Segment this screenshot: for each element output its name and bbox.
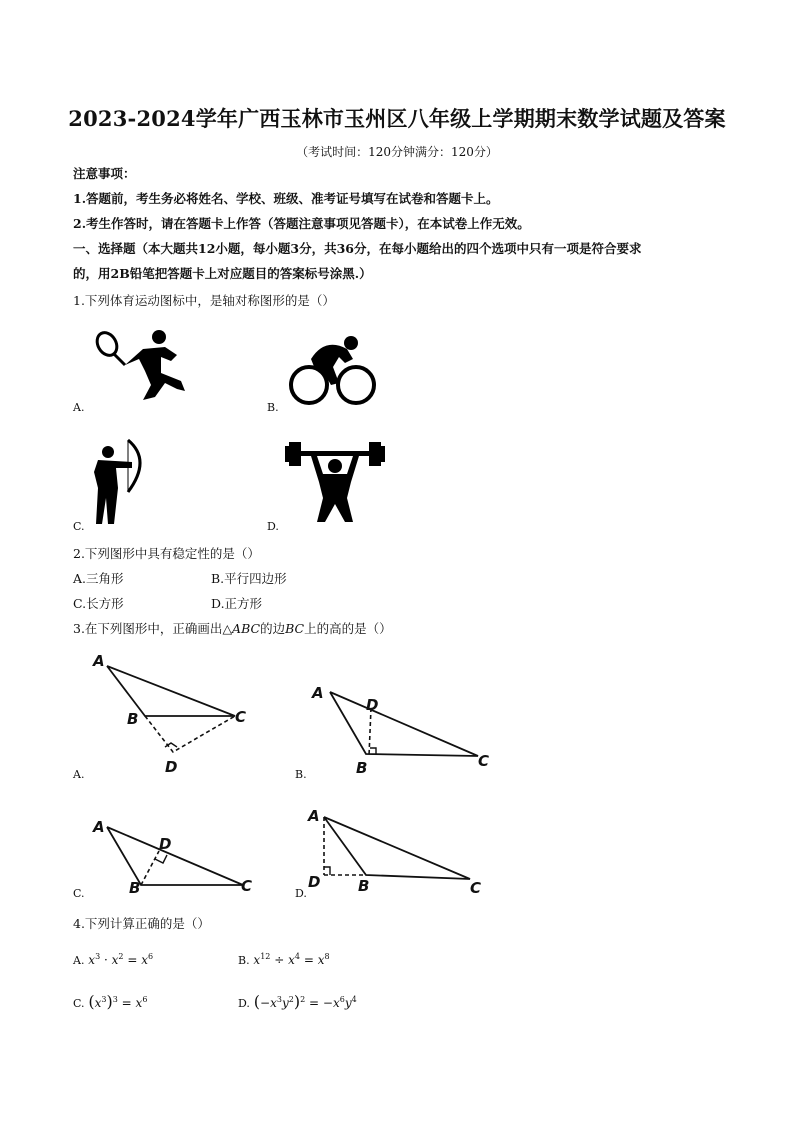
- q3c-point-c: C: [241, 877, 253, 895]
- q3a-point-a: A: [93, 652, 105, 670]
- notice-item-1: 1.答题前，考生务必将姓名、学校、班级、准考证号填写在试卷和答题卡上。: [73, 191, 499, 206]
- section-header-line2: 的，用2B铅笔把答题卡上对应题目的答案标号涂黑.）: [73, 266, 372, 281]
- q3b-point-a: A: [312, 684, 324, 702]
- q3d-point-d: D: [308, 873, 321, 891]
- q3a-point-d: D: [165, 758, 178, 776]
- q3-figure-a: [85, 648, 255, 778]
- tennis-icon: [95, 325, 190, 405]
- q3c-point-b: B: [129, 879, 141, 897]
- weightlifting-icon: [285, 432, 385, 524]
- question-2-stem: 2.下列图形中具有稳定性的是（）: [73, 546, 260, 561]
- q3a-point-c: C: [235, 708, 247, 726]
- q3c-point-a: A: [93, 818, 105, 836]
- q3c-point-d: D: [159, 835, 172, 853]
- q3-option-c-label: C.: [73, 887, 85, 900]
- q1-option-a-label: A.: [73, 401, 85, 414]
- q3-option-a-label: A.: [73, 768, 85, 781]
- notice-heading: 注意事项：: [73, 166, 136, 181]
- q3-figure-c: [85, 815, 260, 895]
- q3-figure-b: [310, 680, 500, 780]
- question-3-stem: 3.在下列图形中，正确画出△ABC的边BC上的高的是（）: [73, 621, 392, 636]
- q3-option-d-label: D.: [295, 887, 307, 900]
- question-4-stem: 4.下列计算正确的是（）: [73, 916, 210, 931]
- q2-option-b: B.平行四边形: [211, 571, 287, 586]
- q2-option-c: C.长方形: [73, 596, 124, 611]
- q3-option-b-label: B.: [295, 768, 307, 781]
- q3d-point-a: A: [308, 807, 320, 825]
- archery-icon: [90, 438, 150, 528]
- cycling-icon: [285, 333, 380, 408]
- question-1-stem: 1.下列体育运动图标中，是轴对称图形的是（）: [73, 293, 335, 308]
- q1-option-b-label: B.: [267, 401, 279, 414]
- exam-info: （考试时间：120分钟满分：120分）: [296, 145, 498, 159]
- q3-figure-d: [300, 805, 495, 895]
- q4-option-b: B. $x^{12} \div x^4 = x^8$: [238, 952, 330, 967]
- q4-option-d: D. $(-x^3y^2)^2 = -x^6y^4$: [238, 992, 357, 1011]
- page-title: 2023-2024学年广西玉林市玉州区八年级上学期期末数学试题及答案: [68, 106, 726, 131]
- q3b-point-d: D: [366, 696, 379, 714]
- section-header-line1: 一、选择题（本大题共12小题，每小题3分，共36分，在每小题给出的四个选项中只有一项是符合要求: [73, 241, 642, 256]
- notice-item-2: 2.考生作答时，请在答题卡上作答（答题注意事项见答题卡），在本试卷上作无效。: [73, 216, 530, 231]
- q3b-point-c: C: [478, 752, 490, 770]
- q3d-point-b: B: [358, 877, 370, 895]
- q2-option-d: D.正方形: [211, 596, 263, 611]
- q1-option-d-label: D.: [267, 520, 279, 533]
- q4-option-a: A. $x^3 \cdot x^2 = x^6$: [73, 952, 154, 967]
- q2-option-a: A.三角形: [73, 571, 124, 586]
- q3a-point-b: B: [127, 710, 139, 728]
- q3b-point-b: B: [356, 759, 368, 777]
- q3d-point-c: C: [470, 879, 482, 897]
- q1-option-c-label: C.: [73, 520, 85, 533]
- q4-option-c: C. $(x^3)^3 = x^6$: [73, 992, 148, 1011]
